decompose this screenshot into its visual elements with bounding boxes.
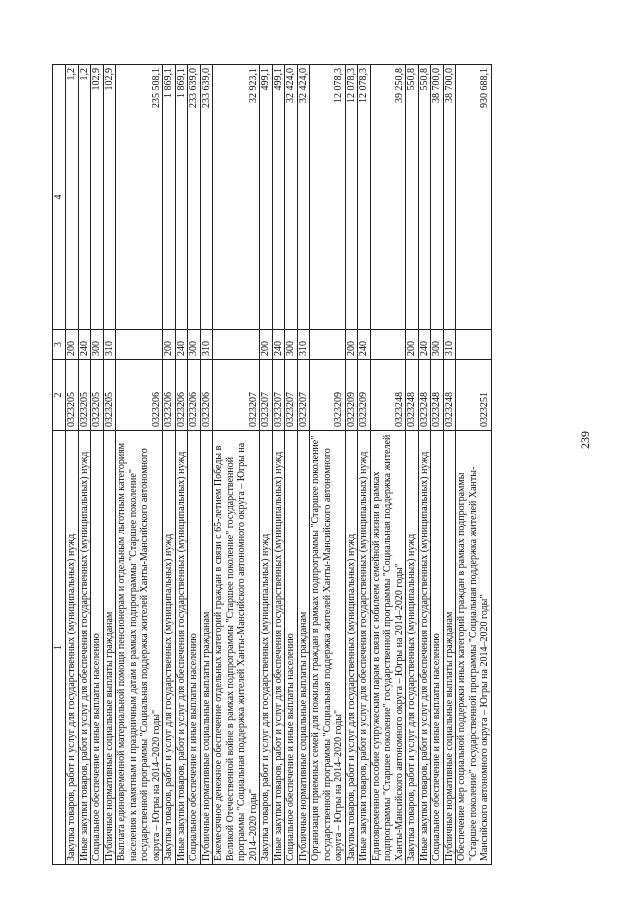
row-expense-type: 200 (66, 330, 79, 360)
row-amount: 32 424,0 (285, 65, 298, 330)
table-row (431, 65, 444, 865)
row-expense-type: 240 (358, 330, 371, 360)
row-expense-type: 200 (163, 330, 176, 360)
row-expense-type: 200 (406, 330, 419, 360)
page-number: 239 (578, 431, 592, 449)
row-amount: 12 078,3 (358, 65, 371, 330)
table-row (78, 65, 91, 865)
table-row (370, 65, 406, 865)
column-header-amount: 4 (53, 65, 66, 330)
row-amount: 12 078,3 (310, 65, 346, 330)
row-expense-type (370, 330, 406, 360)
table-row (116, 65, 163, 865)
row-description: Публичные нормативные социальные выплаты гражданам (297, 431, 310, 865)
row-expense-type: 240 (272, 330, 285, 360)
row-target-code: 0323248 (406, 360, 419, 431)
table-row (91, 65, 104, 865)
row-target-code: 0323248 (370, 360, 406, 431)
table-row (175, 65, 188, 865)
row-description: Иные закупки товаров, работ и услуг для обеспечения государственных (муниципальных) нужд (78, 431, 91, 865)
row-target-code: 0323206 (163, 360, 176, 431)
row-description: Публичные нормативные социальные выплаты гражданам (103, 431, 116, 865)
column-header-expense-type: 3 (53, 330, 66, 360)
row-target-code: 0323207 (213, 360, 260, 431)
rotated-budget-table-page (52, 65, 548, 865)
column-header-target-code: 2 (53, 360, 66, 431)
table-row (200, 65, 213, 865)
table-row (310, 65, 346, 865)
row-expense-type: 200 (345, 330, 358, 360)
row-description: Публичные нормативные социальные выплаты гражданам (443, 431, 456, 865)
row-target-code: 0323248 (443, 360, 456, 431)
table-header-row (53, 65, 66, 865)
row-description: Закупка товаров, работ и услуг для государственных (муниципальных) нужд (163, 431, 176, 865)
row-expense-type: 310 (200, 330, 213, 360)
row-amount: 38 700,0 (443, 65, 456, 330)
row-target-code: 0323206 (200, 360, 213, 431)
row-description: Публичные нормативные социальные выплаты гражданам (200, 431, 213, 865)
row-amount: 930 688,1 (456, 65, 492, 330)
table-row (418, 65, 431, 865)
row-target-code: 0323205 (103, 360, 116, 431)
table-row (66, 65, 79, 865)
row-amount: 1 869,1 (175, 65, 188, 330)
row-amount: 102,9 (103, 65, 116, 330)
row-expense-type: 310 (297, 330, 310, 360)
row-description: Социальное обеспечение и иные выплаты населению (285, 431, 298, 865)
table-row (297, 65, 310, 865)
row-amount: 39 250,8 (370, 65, 406, 330)
table-row (188, 65, 201, 865)
column-header-description: 1 (53, 431, 66, 865)
row-expense-type (310, 330, 346, 360)
row-amount: 1,2 (66, 65, 79, 330)
table-row (260, 65, 273, 865)
row-target-code: 0323205 (66, 360, 79, 431)
table-row (345, 65, 358, 865)
row-description: Иные закупки товаров, работ и услуг для обеспечения государственных (муниципальных) нужд (418, 431, 431, 865)
row-amount: 499,1 (260, 65, 273, 330)
row-description: Единовременное пособие супружеским парам в связи с юбилеем семейной жизни в рамках подпрограммы "Старшее поколение" государственной программы "Социальная поддержка жителей Ханты-Мансийского автономного округа – Югры на 2014–2020 годы" (370, 431, 406, 865)
row-amount: 1,2 (78, 65, 91, 330)
table-row (272, 65, 285, 865)
row-amount: 550,8 (418, 65, 431, 330)
row-expense-type: 310 (443, 330, 456, 360)
row-target-code: 0323251 (456, 360, 492, 431)
row-amount: 550,8 (406, 65, 419, 330)
row-description: Выплата единовременной материальной помощи пенсионерам и отдельным льготным категориям населения к памятным и праздничным датам в рамках подпрограммы "Старшее поколение" государственной программы "Социальная поддержка жителей Ханты-Мансийского автономного округа – Югры на 2014–2020 годы" (116, 431, 163, 865)
row-amount: 235 508,1 (116, 65, 163, 330)
row-target-code: 0323209 (345, 360, 358, 431)
row-description: Обеспечение мер социальной поддержки иных категорий граждан в рамках подпрограммы "Старшее поколение" государственной программы "Социальная поддержка жителей Ханты-Мансийского автономного округа – Югры на 2014–2020 годы" (456, 431, 492, 865)
table-row (103, 65, 116, 865)
row-description: Иные закупки товаров, работ и услуг для обеспечения государственных (муниципальных) нужд (358, 431, 371, 865)
row-expense-type: 300 (188, 330, 201, 360)
table-row (443, 65, 456, 865)
row-expense-type (213, 330, 260, 360)
row-expense-type: 240 (418, 330, 431, 360)
row-description: Социальное обеспечение и иные выплаты населению (91, 431, 104, 865)
row-description: Социальное обеспечение и иные выплаты населению (188, 431, 201, 865)
row-description: Иные закупки товаров, работ и услуг для обеспечения государственных (муниципальных) нужд (272, 431, 285, 865)
row-expense-type: 200 (260, 330, 273, 360)
row-amount: 233 639,0 (188, 65, 201, 330)
row-expense-type: 300 (431, 330, 444, 360)
row-amount: 499,1 (272, 65, 285, 330)
row-target-code: 0323209 (358, 360, 371, 431)
row-target-code: 0323207 (285, 360, 298, 431)
row-amount: 1 869,1 (163, 65, 176, 330)
row-target-code: 0323206 (175, 360, 188, 431)
table-row (456, 65, 492, 865)
row-description: Закупка товаров, работ и услуг для государственных (муниципальных) нужд (66, 431, 79, 865)
row-target-code: 0323209 (310, 360, 346, 431)
row-description: Закупка товаров, работ и услуг для государственных (муниципальных) нужд (345, 431, 358, 865)
row-amount: 38 700,0 (431, 65, 444, 330)
table-body (66, 65, 492, 865)
row-target-code: 0323207 (297, 360, 310, 431)
row-expense-type: 240 (78, 330, 91, 360)
table-row (406, 65, 419, 865)
row-expense-type: 300 (285, 330, 298, 360)
table-row (358, 65, 371, 865)
row-target-code: 0323248 (418, 360, 431, 431)
row-expense-type (116, 330, 163, 360)
row-target-code: 0323207 (260, 360, 273, 431)
row-amount: 12 078,3 (345, 65, 358, 330)
row-expense-type: 310 (103, 330, 116, 360)
row-amount: 233 639,0 (200, 65, 213, 330)
row-description: Социальное обеспечение и иные выплаты населению (431, 431, 444, 865)
row-amount: 32 424,0 (297, 65, 310, 330)
row-target-code: 0323207 (272, 360, 285, 431)
row-target-code: 0323205 (78, 360, 91, 431)
row-target-code: 0323248 (431, 360, 444, 431)
row-target-code: 0323206 (116, 360, 163, 431)
row-description: Иные закупки товаров, работ и услуг для обеспечения государственных (муниципальных) нужд (175, 431, 188, 865)
row-description: Закупка товаров, работ и услуг для государственных (муниципальных) нужд (406, 431, 419, 865)
row-expense-type: 240 (175, 330, 188, 360)
row-expense-type: 300 (91, 330, 104, 360)
row-description: Организация приемных семей для пожилых граждан в рамках подпрограммы "Старшее поколение" государственной программы "Социальная поддержка жителей Ханты-Мансийского автономного округа – Югры на 2014–2020 годы" (310, 431, 346, 865)
budget-table (52, 64, 492, 865)
row-expense-type (456, 330, 492, 360)
table-row (213, 65, 260, 865)
row-amount: 102,9 (91, 65, 104, 330)
row-amount: 32 923,1 (213, 65, 260, 330)
row-target-code: 0323206 (188, 360, 201, 431)
row-description: Ежемесячное денежное обеспечение отдельных категорий граждан в связи с 65-летием Победы в Великой Отечественной войне в рамках подпрограммы "Старшее поколение" государственной программы "Социальная поддержка жителей Ханты-Мансийского автономного округа – Югры на 2014–2020 годы" (213, 431, 260, 865)
row-description: Закупка товаров, работ и услуг для государственных (муниципальных) нужд (260, 431, 273, 865)
row-target-code: 0323205 (91, 360, 104, 431)
table-row (285, 65, 298, 865)
table-row (163, 65, 176, 865)
